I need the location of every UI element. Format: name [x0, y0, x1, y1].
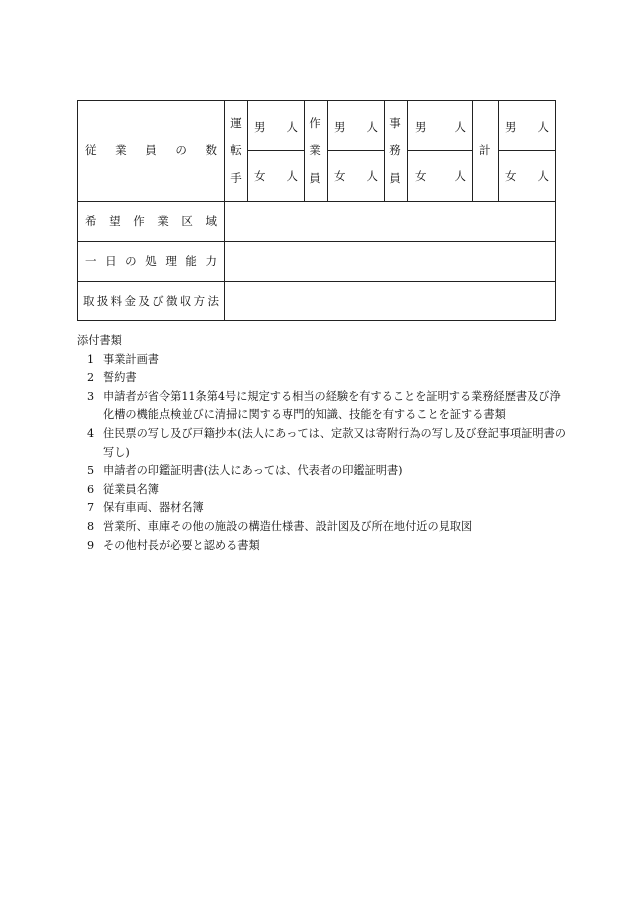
male-char: 男 [334, 120, 346, 134]
label-char: 望 [109, 214, 121, 228]
list-item [85, 462, 567, 481]
label-char: 域 [205, 214, 217, 228]
driver-label-char: 運 [230, 116, 242, 130]
item-text: 事業計画書 [103, 352, 159, 366]
item-text: 申請者の印鑑証明書(法人にあっては、代表者の印鑑証明書) [103, 464, 403, 478]
label-char: 法 [207, 294, 219, 308]
worker-label-char: 員 [309, 171, 321, 185]
female-char: 女 [415, 169, 427, 183]
person-unit: 人 [286, 120, 298, 134]
person-unit: 人 [454, 169, 466, 183]
item-text: 保有車両、器材名簿 [103, 501, 204, 515]
label-char: 金 [124, 294, 136, 308]
female-char: 女 [334, 169, 346, 183]
label-char: 日 [105, 254, 117, 268]
employees-label-char: 従 [85, 143, 97, 157]
label-char: 希 [85, 214, 97, 228]
driver-male-cell [254, 122, 298, 134]
label-char: 扱 [96, 294, 109, 308]
total-male-cell [505, 122, 549, 134]
person-unit: 人 [366, 169, 378, 183]
employees-label-char: 業 [115, 143, 127, 157]
male-char: 男 [254, 120, 266, 134]
label-char: 料 [110, 294, 123, 308]
employees-label-char: 数 [205, 143, 217, 157]
female-char: 女 [254, 169, 266, 183]
item-number: 9 [87, 538, 95, 552]
item-text: 住民票の写し及び戸籍抄本(法人にあっては、定款又は寄附行為の写し及び登記事項証明書の写し) [103, 426, 566, 459]
person-unit: 人 [537, 120, 549, 134]
item-number: 1 [87, 352, 95, 366]
total-female-cell [505, 171, 549, 183]
clerk-male-cell [415, 122, 466, 134]
list-item [85, 537, 567, 556]
driver-female-cell [254, 171, 298, 183]
item-text: 誓約書 [103, 371, 137, 385]
employees-label-char: の [175, 143, 187, 157]
item-number: 7 [87, 501, 95, 515]
clerk-label-char: 務 [389, 143, 401, 157]
label-char: 一 [85, 254, 97, 268]
label-char: 方 [193, 294, 206, 308]
label-char: 理 [165, 254, 177, 268]
employees-label [85, 145, 217, 157]
item-text: その他村長が必要と認める書類 [103, 538, 260, 552]
attachments-section [77, 332, 567, 555]
clerk-label-char: 員 [389, 171, 401, 185]
label-char: の [125, 254, 137, 268]
desired-area-label [85, 216, 217, 228]
list-item [85, 481, 567, 500]
label-char: び [152, 294, 164, 308]
item-number: 4 [87, 426, 95, 440]
list-item [85, 518, 567, 537]
label-char: 取 [83, 294, 95, 308]
person-unit: 人 [537, 169, 549, 183]
item-text: 従業員名簿 [103, 482, 159, 496]
item-number: 2 [87, 371, 95, 385]
item-number: 6 [87, 482, 95, 496]
total-label: 計 [479, 143, 491, 157]
driver-label-char: 手 [230, 171, 242, 185]
worker-label-char: 作 [309, 116, 321, 130]
item-text: 営業所、車庫その他の施設の構造仕様書、設計図及び所在地付近の見取図 [103, 519, 473, 533]
item-number: 5 [87, 464, 95, 478]
label-char: 作 [133, 214, 145, 228]
label-char: 業 [157, 214, 169, 228]
item-text: 申請者が省令第11条第4号に規定する相当の経験を有することを証明する業務経歴書及び浄化槽の機能点検並びに清掃に関する専門的知識、技能を有することを証する書類 [103, 389, 561, 422]
list-item [85, 351, 567, 370]
male-char: 男 [415, 120, 427, 134]
male-char: 男 [505, 120, 517, 134]
item-number: 8 [87, 519, 95, 533]
table-grid-lines [77, 100, 556, 321]
daily-capacity-label [85, 256, 217, 268]
clerk-female-cell [415, 171, 466, 183]
label-char: 区 [181, 214, 193, 228]
label-char: 徴 [165, 294, 178, 308]
list-item [85, 388, 567, 425]
person-unit: 人 [366, 120, 378, 134]
worker-label-char: 業 [309, 143, 321, 157]
person-unit: 人 [454, 120, 466, 134]
driver-label-char: 転 [230, 143, 242, 157]
fee-method-label [83, 296, 219, 308]
employees-label-char: 員 [145, 143, 157, 157]
clerk-label-char: 事 [389, 116, 401, 130]
attachments-title: 添付書類 [77, 334, 122, 347]
label-char: 収 [179, 294, 192, 308]
application-table [77, 100, 556, 321]
female-char: 女 [505, 169, 517, 183]
worker-male-cell [334, 122, 378, 134]
worker-female-cell [334, 171, 378, 183]
label-char: 能 [185, 254, 197, 268]
list-item [85, 499, 567, 518]
person-unit: 人 [286, 169, 298, 183]
list-item [85, 425, 567, 462]
label-char: 力 [205, 254, 217, 268]
label-char: 処 [145, 254, 157, 268]
attachments-list [77, 351, 567, 556]
item-number: 3 [87, 389, 95, 403]
list-item [85, 369, 567, 388]
label-char: 及 [138, 294, 150, 308]
